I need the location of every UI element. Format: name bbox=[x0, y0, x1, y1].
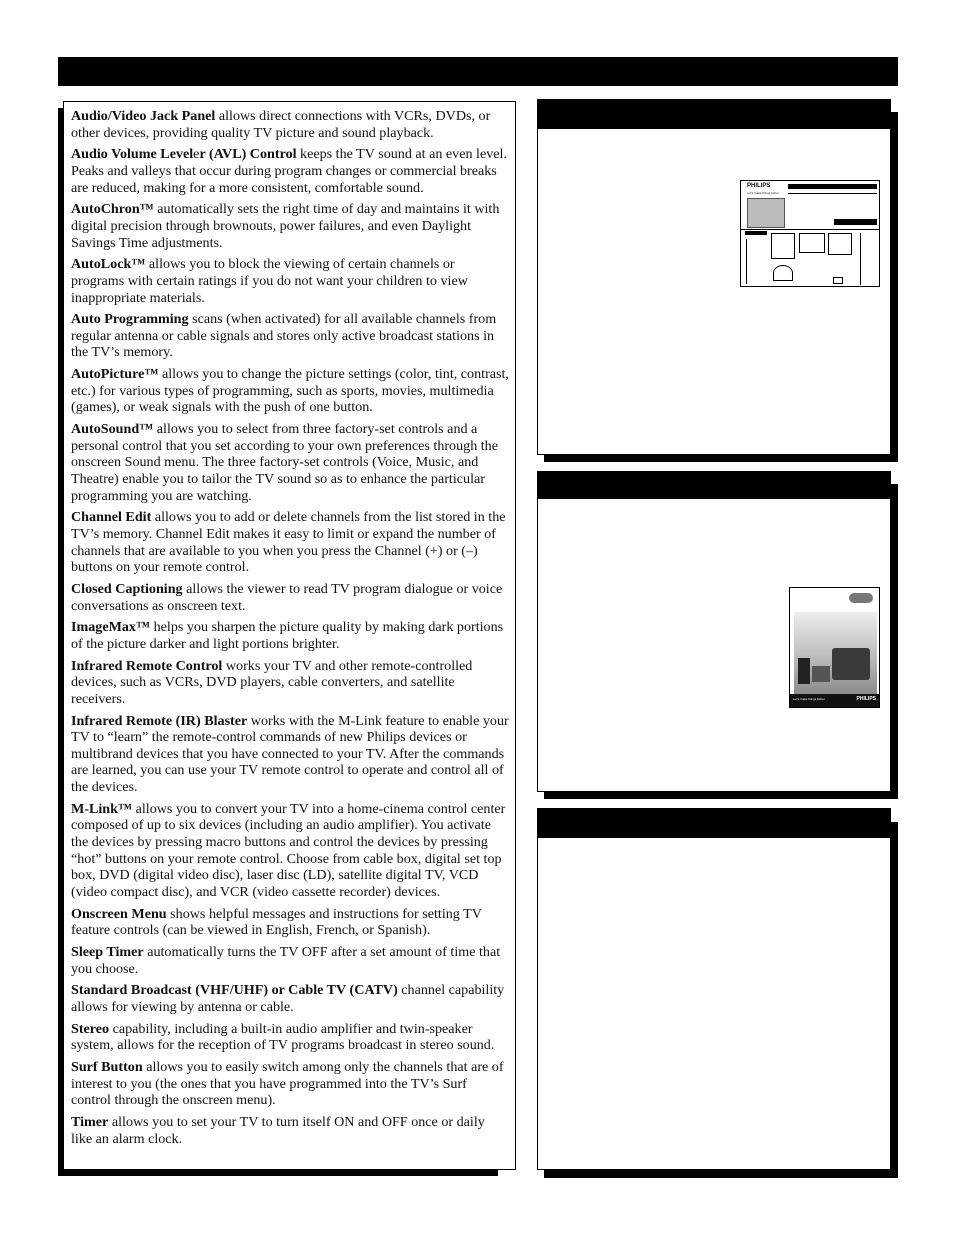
feature-autosound bbox=[71, 421, 509, 504]
feature-avl-control bbox=[71, 146, 509, 196]
feature-channel-edit bbox=[71, 509, 509, 575]
thumb1-line-right bbox=[860, 233, 861, 285]
feature-term: AutoChron™ bbox=[71, 201, 154, 218]
feature-desc: allows you to easily switch among only the channels that are of interest to you (the ones that you have programmed into the TV’s Surf control through the onscreen menu). bbox=[71, 1059, 504, 1109]
feature-term: Surf Button bbox=[71, 1059, 143, 1076]
feature-m-link bbox=[71, 801, 509, 901]
feature-ir-blaster bbox=[71, 713, 509, 796]
feature-desc: channel capability allows for viewing by antenna or cable. bbox=[71, 982, 505, 1015]
feature-autochron bbox=[71, 201, 509, 251]
thumb1-panel-a bbox=[771, 233, 795, 259]
manual-cover-thumbnail bbox=[740, 180, 880, 287]
feature-desc: allows you to block the viewing of certain channels or programs with certain ratings if you do not want your children to view inappropriate materials. bbox=[71, 256, 468, 306]
feature-term: Stereo bbox=[71, 1020, 110, 1037]
feature-term: Audio Volume Level bbox=[71, 146, 194, 163]
feature-desc: automatically turns the TV OFF after a set amount of time that you choose. bbox=[71, 943, 501, 977]
feature-desc: keeps the TV sound at an even level. Peaks and valleys that occur during program changes or commercial breaks are reduced, making for a more consistent, comfortable sound. bbox=[71, 146, 507, 196]
right-box-3 bbox=[537, 808, 891, 1170]
thumb1-device bbox=[833, 277, 843, 284]
feature-term: Standard Broadcast (VHF/UHF) or Cable TV (CATV) bbox=[71, 982, 398, 999]
feature-closed-captioning bbox=[71, 581, 509, 614]
feature-term: Auto Programming bbox=[71, 311, 189, 328]
feature-standard-broadcast bbox=[71, 982, 509, 1015]
thumb1-rule bbox=[788, 193, 877, 194]
feature-desc: allows you to set your TV to turn itself ON and OFF once or daily like an alarm clock. bbox=[71, 1114, 485, 1147]
thumb1-panel-c bbox=[828, 233, 852, 255]
feature-sleep-timer bbox=[71, 944, 509, 977]
feature-term: Closed Captioning bbox=[71, 580, 183, 597]
right-box-3-header bbox=[537, 808, 891, 838]
feature-term: Audio/Video Jack Panel bbox=[71, 108, 216, 124]
feature-desc: works your TV and other remote-controlled devices, such as VCRs, DVD players, cable converters, and satellite receivers. bbox=[71, 657, 473, 707]
feature-desc: allows you to change the picture settings (color, tint, contrast, etc.) for various types of programming, such as sports, movies, multimedia (games), or weak signals with the push of one button. bbox=[71, 366, 509, 416]
feature-timer bbox=[71, 1114, 509, 1147]
feature-term: Timer bbox=[71, 1114, 109, 1131]
page-header-bar bbox=[58, 57, 898, 86]
feature-autolock bbox=[71, 256, 509, 306]
right-box-1-header bbox=[537, 99, 891, 129]
feature-desc: capability, including a built-in audio amplifier and twin-speaker system, allows for the reception of TV programs broadcast in stereo sound. bbox=[71, 1020, 495, 1054]
feature-desc: allows you to convert your TV into a home-cinema control center composed of up to six devices (including an audio amplifier). You activate the devices by pressing macro buttons and control the devices by pressing “hot” buttons on your remote control. Choose from cable box, digital set top box, DVD (digital video disc), laser disc (LD), satellite digital TV, VCD (video compact disc), and VCR (video cassette recorder) devices. bbox=[71, 800, 506, 900]
feature-surf-button bbox=[71, 1059, 509, 1109]
feature-stereo bbox=[71, 1021, 509, 1054]
feature-term: Infrared Remote Control bbox=[71, 657, 223, 674]
feature-desc: allows you to select from three factory-set controls and a personal control that you set according to your own preferences through the onscreen Sound menu. The three factory-set controls (Voice, Music, and Theatre) enable you to tailor the TV sound so as to enhance the particular programming you are watching. bbox=[71, 421, 498, 504]
feature-term: AutoLock™ bbox=[71, 256, 146, 273]
thumb1-panel-b bbox=[799, 233, 825, 253]
feature-desc: allows you to add or delete channels from the list stored in the TV’s memory. Channel Edit makes it easy to limit or expand the number of channels that are available to you when you press the Channel (+) or (–) buttons on your remote control. bbox=[71, 509, 506, 576]
feature-term: Infrared Remote (IR) Blaster bbox=[71, 712, 248, 729]
m-link-logo-icon bbox=[849, 593, 873, 603]
feature-autopicture bbox=[71, 366, 509, 416]
right-box-2-header bbox=[537, 471, 891, 499]
feature-desc: automatically sets the right time of day and maintains it with digital precision through brownouts, power failures, and even Daylight Savings Time adjustments. bbox=[71, 201, 500, 251]
feature-desc: shows helpful messages and instructions for setting TV feature controls (can be viewed in English, French, or Spanish). bbox=[71, 905, 482, 939]
thumb1-tab bbox=[834, 219, 877, 225]
feature-term: ImageMax™ bbox=[71, 619, 151, 636]
thumb2-brand: PHILIPS bbox=[856, 696, 876, 702]
thumb1-divider bbox=[741, 229, 879, 230]
thumb2-tagline: Let's make things better. bbox=[793, 697, 826, 701]
tv-image bbox=[747, 198, 785, 228]
feature-desc: helps you sharpen the picture quality by making dark portions of the picture darker and light portions brighter. bbox=[71, 619, 504, 652]
feature-onscreen-menu bbox=[71, 906, 509, 939]
feature-term: AutoPicture™ bbox=[71, 366, 159, 383]
tv-shape bbox=[832, 648, 870, 680]
feature-imagemax bbox=[71, 619, 509, 652]
feature-desc: allows direct connections with VCRs, DVDs, or other devices, providing quality TV picture and sound playback. bbox=[71, 108, 491, 141]
feature-term: Sleep Timer bbox=[71, 943, 144, 960]
speaker-shape bbox=[798, 658, 810, 684]
feature-term: AutoSound™ bbox=[71, 421, 154, 438]
feature-term-typo: e bbox=[193, 146, 200, 163]
home-cinema-thumbnail bbox=[789, 587, 880, 708]
feature-desc: allows the viewer to read TV program dialogue or voice conversations as onscreen text. bbox=[71, 580, 503, 614]
feature-term: Channel Edit bbox=[71, 509, 152, 526]
feature-auto-programming bbox=[71, 311, 509, 361]
thumb1-bar bbox=[788, 184, 877, 189]
feature-desc: works with the M-Link feature to enable your TV to “learn” the remote-control commands of new Philips devices or multibrand devices that you have connected to your TV. After the commands are learned, you can use your TV remote control to operate and control all of the devices. bbox=[71, 712, 509, 796]
feature-av-jack-panel bbox=[71, 108, 509, 141]
feature-term: Onscreen Menu bbox=[71, 905, 167, 922]
thumb1-line-left bbox=[746, 239, 747, 284]
thumb1-label bbox=[745, 231, 767, 235]
feature-term: M-Link™ bbox=[71, 800, 133, 817]
antenna-icon bbox=[773, 265, 793, 281]
thumb1-brand: PHILIPS bbox=[747, 183, 771, 189]
amplifier-shape bbox=[812, 666, 830, 682]
feature-infrared-remote bbox=[71, 658, 509, 708]
thumb1-tagline: Let's make things better. bbox=[747, 191, 780, 195]
feature-term-rest: r (AVL) Control bbox=[199, 146, 297, 163]
features-panel bbox=[63, 101, 516, 1170]
feature-desc: scans (when activated) for all available channels from regular antenna or cable signals and stores only active broadcast stations in the TV’s memory. bbox=[71, 311, 497, 361]
